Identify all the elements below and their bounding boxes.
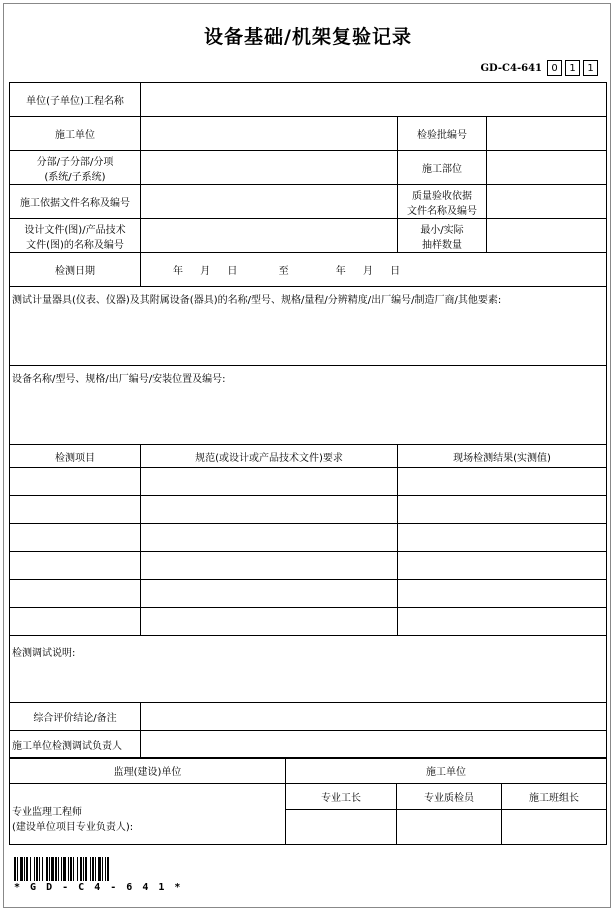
date-from-year: 年 bbox=[173, 266, 183, 277]
basis-docs-label: 施工依据文件名称及编号 bbox=[10, 185, 141, 219]
row-signature-roles bbox=[10, 784, 607, 810]
row-test-date bbox=[10, 253, 607, 287]
test-date-field[interactable] bbox=[141, 253, 607, 287]
date-to-day: 日 bbox=[390, 266, 401, 277]
col-result-header: 现场检测结果(实测值) bbox=[398, 445, 607, 468]
team-leader-label: 施工班组长 bbox=[502, 784, 607, 810]
table-row bbox=[10, 496, 607, 524]
acceptance-basis-label bbox=[398, 185, 487, 219]
signature-table bbox=[9, 757, 607, 845]
result-cell[interactable] bbox=[398, 580, 607, 608]
project-name-label: 单位(子单位)工程名称 bbox=[10, 83, 141, 117]
qc-label: 专业质检员 bbox=[397, 784, 502, 810]
evaluation-label: 综合评价结论/备注 bbox=[10, 703, 141, 731]
sample-size-field[interactable] bbox=[487, 219, 607, 253]
design-docs-label-line1: 设计文件(图)/产品技术 bbox=[24, 224, 126, 236]
construction-unit-field[interactable] bbox=[141, 117, 398, 151]
form-title: 设备基础/机架复验记录 bbox=[204, 26, 412, 48]
spec-cell[interactable] bbox=[141, 524, 398, 552]
design-docs-label-line2: 文件(图)的名称及编号 bbox=[26, 239, 124, 251]
spec-cell[interactable] bbox=[141, 608, 398, 636]
table-row bbox=[10, 524, 607, 552]
result-cell[interactable] bbox=[398, 496, 607, 524]
foreman-signature-field[interactable] bbox=[286, 810, 397, 845]
table-row bbox=[10, 552, 607, 580]
item-cell[interactable] bbox=[10, 496, 141, 524]
acceptance-basis-field[interactable] bbox=[487, 185, 607, 219]
form-code bbox=[481, 60, 599, 76]
result-cell[interactable] bbox=[398, 524, 607, 552]
col-item-header: 检测项目 bbox=[10, 445, 141, 468]
table-row bbox=[10, 468, 607, 496]
row-design-docs bbox=[10, 219, 607, 253]
row-evaluation bbox=[10, 703, 607, 731]
subdivision-field[interactable] bbox=[141, 151, 398, 185]
col-spec-header: 规范(或设计或产品技术文件)要求 bbox=[141, 445, 398, 468]
result-cell[interactable] bbox=[398, 608, 607, 636]
acceptance-basis-label-line1: 质量验收依据 bbox=[412, 190, 472, 202]
barcode bbox=[14, 857, 183, 893]
supervisor-engineer-label[interactable] bbox=[10, 784, 286, 845]
project-name-field[interactable] bbox=[141, 83, 607, 117]
construction-location-field[interactable] bbox=[487, 151, 607, 185]
qc-signature-field[interactable] bbox=[397, 810, 502, 845]
date-to-month: 月 bbox=[362, 266, 373, 277]
row-equipment bbox=[10, 366, 607, 445]
row-basis-docs bbox=[10, 185, 607, 219]
row-test-notes bbox=[10, 636, 607, 703]
instruments-label[interactable]: 测试计量器具(仪表、仪器)及其附属设备(器具)的名称/型号、规格/量程/分辨精度/出厂编号/制造厂商/其他要素: bbox=[10, 287, 607, 366]
result-cell[interactable] bbox=[398, 552, 607, 580]
subdivision-label bbox=[10, 151, 141, 185]
barcode-text: * G D - C 4 - 6 4 1 * bbox=[14, 882, 183, 893]
test-date-values bbox=[143, 262, 604, 277]
supervisor-engineer-label-line1: 专业监理工程师 bbox=[12, 807, 82, 818]
team-leader-signature-field[interactable] bbox=[502, 810, 607, 845]
item-cell[interactable] bbox=[10, 608, 141, 636]
acceptance-basis-label-line2: 文件名称及编号 bbox=[407, 205, 477, 217]
test-date-label: 检测日期 bbox=[10, 253, 141, 287]
item-cell[interactable] bbox=[10, 580, 141, 608]
responsible-field[interactable] bbox=[141, 731, 607, 759]
design-docs-label bbox=[10, 219, 141, 253]
equipment-label[interactable]: 设备名称/型号、规格/出厂编号/安装位置及编号: bbox=[10, 366, 607, 445]
responsible-label: 施工单位检测调试负责人 bbox=[10, 731, 141, 759]
sample-size-label-line1: 最小/实际 bbox=[420, 224, 464, 236]
row-project-name bbox=[10, 83, 607, 117]
date-to-word: 至 bbox=[278, 266, 289, 277]
spec-cell[interactable] bbox=[141, 552, 398, 580]
form-code-box-2: 1 bbox=[565, 60, 580, 76]
construction-unit-label: 施工单位 bbox=[10, 117, 141, 151]
result-cell[interactable] bbox=[398, 468, 607, 496]
row-instruments bbox=[10, 287, 607, 366]
sample-size-label-line2: 抽样数量 bbox=[422, 239, 462, 251]
form-code-box-3: 1 bbox=[583, 60, 598, 76]
row-subdivision bbox=[10, 151, 607, 185]
table-row bbox=[10, 580, 607, 608]
item-cell[interactable] bbox=[10, 552, 141, 580]
subdivision-label-line1: 分部/子分部/分项 bbox=[36, 156, 114, 168]
construction-location-label: 施工部位 bbox=[398, 151, 487, 185]
record-form-table bbox=[9, 82, 607, 759]
evaluation-field[interactable] bbox=[141, 703, 607, 731]
row-responsible bbox=[10, 731, 607, 759]
row-construction-unit bbox=[10, 117, 607, 151]
spec-cell[interactable] bbox=[141, 496, 398, 524]
item-cell[interactable] bbox=[10, 524, 141, 552]
table-row bbox=[10, 608, 607, 636]
spec-cell[interactable] bbox=[141, 580, 398, 608]
basis-docs-field[interactable] bbox=[141, 185, 398, 219]
spec-cell[interactable] bbox=[141, 468, 398, 496]
foreman-label: 专业工长 bbox=[286, 784, 397, 810]
date-from-month: 月 bbox=[200, 266, 211, 277]
test-notes-label[interactable]: 检测调试说明: bbox=[10, 636, 607, 703]
inspection-batch-label: 检验批编号 bbox=[398, 117, 487, 151]
item-cell[interactable] bbox=[10, 468, 141, 496]
row-signature-headers bbox=[10, 758, 607, 784]
supervisor-engineer-label-line2: (建设单位项目专业负责人): bbox=[12, 822, 134, 833]
form-code-box-1: 0 bbox=[547, 60, 562, 76]
date-to-year: 年 bbox=[335, 266, 346, 277]
contractor-label: 施工单位 bbox=[286, 758, 607, 784]
sample-size-label bbox=[398, 219, 487, 253]
supervision-label: 监理(建设)单位 bbox=[10, 758, 286, 784]
form-code-label: GD-C4-641 bbox=[480, 62, 542, 74]
barcode-bar bbox=[109, 857, 110, 881]
subdivision-label-line2: (系统/子系统) bbox=[44, 171, 106, 183]
date-from-day: 日 bbox=[227, 266, 238, 277]
design-docs-field[interactable] bbox=[141, 219, 398, 253]
inspection-batch-field[interactable] bbox=[487, 117, 607, 151]
row-column-headers bbox=[10, 445, 607, 468]
barcode-bars bbox=[14, 857, 160, 881]
